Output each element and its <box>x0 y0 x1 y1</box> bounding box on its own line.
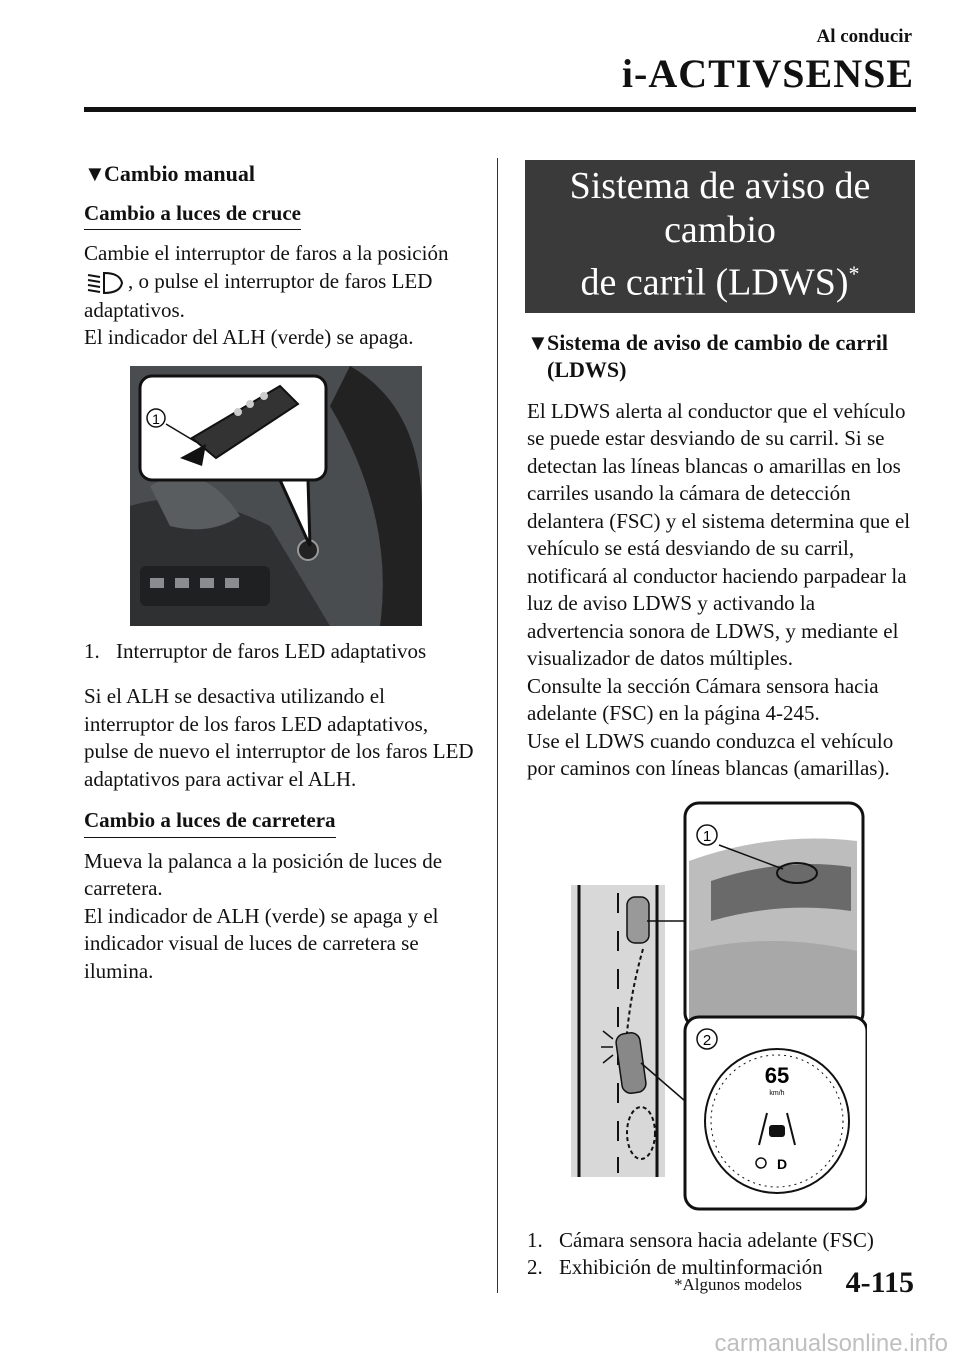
svg-text:1: 1 <box>152 410 160 427</box>
figure1-caption <box>84 638 476 666</box>
alh-deactivate-paragraph: Si el ALH se desactiva utilizando el interruptor de los faros LED adaptativos, pulse de nuevo el interruptor de los faros LED adaptativos para activar el ALH. <box>84 684 474 791</box>
svg-text:2: 2 <box>702 1031 712 1049</box>
low-beam-icon <box>86 269 126 297</box>
ldws-illustration <box>571 801 867 1211</box>
header-section: Al conducir <box>816 26 912 47</box>
header-title: i-ACTIVSENSE <box>621 51 914 96</box>
triangle-icon: ▼ <box>527 329 549 355</box>
adaptive-led-switch-illustration <box>130 366 422 626</box>
ldws-description: El LDWS alerta al conductor que el vehículo se puede estar desviando de su carril. Si se detectan las líneas blancas o amarillas en los carriles usando la cámara de detección delantera (FSC) y el sistema determina que el vehículo se está desviando de su carril, notificará al conductor haciendo parpadear la luz de aviso LDWS y activando la advertencia sonora de LDWS, y mediante el visualizador de datos múltiples. <box>527 398 911 671</box>
caption-item: 1. Cámara sensora hacia adelante (FSC) <box>527 1227 874 1252</box>
caption-item: 1. Interruptor de faros LED adaptativos <box>84 638 427 663</box>
caption-item: 2. Exhibición de multinformación <box>527 1255 823 1280</box>
ldws-title-banner: Sistema de aviso de cambio de carril (LDWS)* <box>525 160 915 313</box>
page-number: 4-115 <box>845 1266 914 1299</box>
low-beam-paragraph: Cambie el interruptor de faros a la posición , o pulse el interruptor de faros LED adaptativos. El indicador del ALH (verde) se apaga. <box>84 241 449 350</box>
svg-text:1: 1 <box>702 827 712 845</box>
high-beam-paragraph: Mueva la palanca a la posición de luces de carretera. El indicador de ALH (verde) se apaga y el indicador visual de luces de carretera se ilumina. <box>84 848 443 983</box>
watermark: carmanualsonline.info <box>714 1330 948 1357</box>
svg-text:65: 65 <box>764 1062 790 1088</box>
ldws-heading: ▼ Sistema de aviso de cambio de carril (LDWS) <box>527 329 888 383</box>
triangle-icon: ▼ <box>84 161 106 186</box>
left-heading: ▼ Cambio manual <box>84 161 255 186</box>
subheading-low-beam: Cambio a luces de cruce <box>84 200 301 231</box>
header-rule <box>84 107 916 112</box>
svg-text:km/h: km/h <box>769 1089 785 1097</box>
column-divider <box>497 158 498 1293</box>
svg-text:D: D <box>777 1155 788 1172</box>
left-column <box>84 160 476 999</box>
subheading-high-beam: Cambio a luces de carretera <box>84 807 336 838</box>
right-column <box>527 160 917 1282</box>
ldws-reference: Consulte la sección Cámara sensora hacia adelante (FSC) en la página 4-245. <box>527 673 879 726</box>
footer-note: *Algunos modelos <box>674 1275 802 1294</box>
ldws-usage: Use el LDWS cuando conduzca el vehículo por caminos con líneas blancas (amarillas). <box>527 728 894 781</box>
